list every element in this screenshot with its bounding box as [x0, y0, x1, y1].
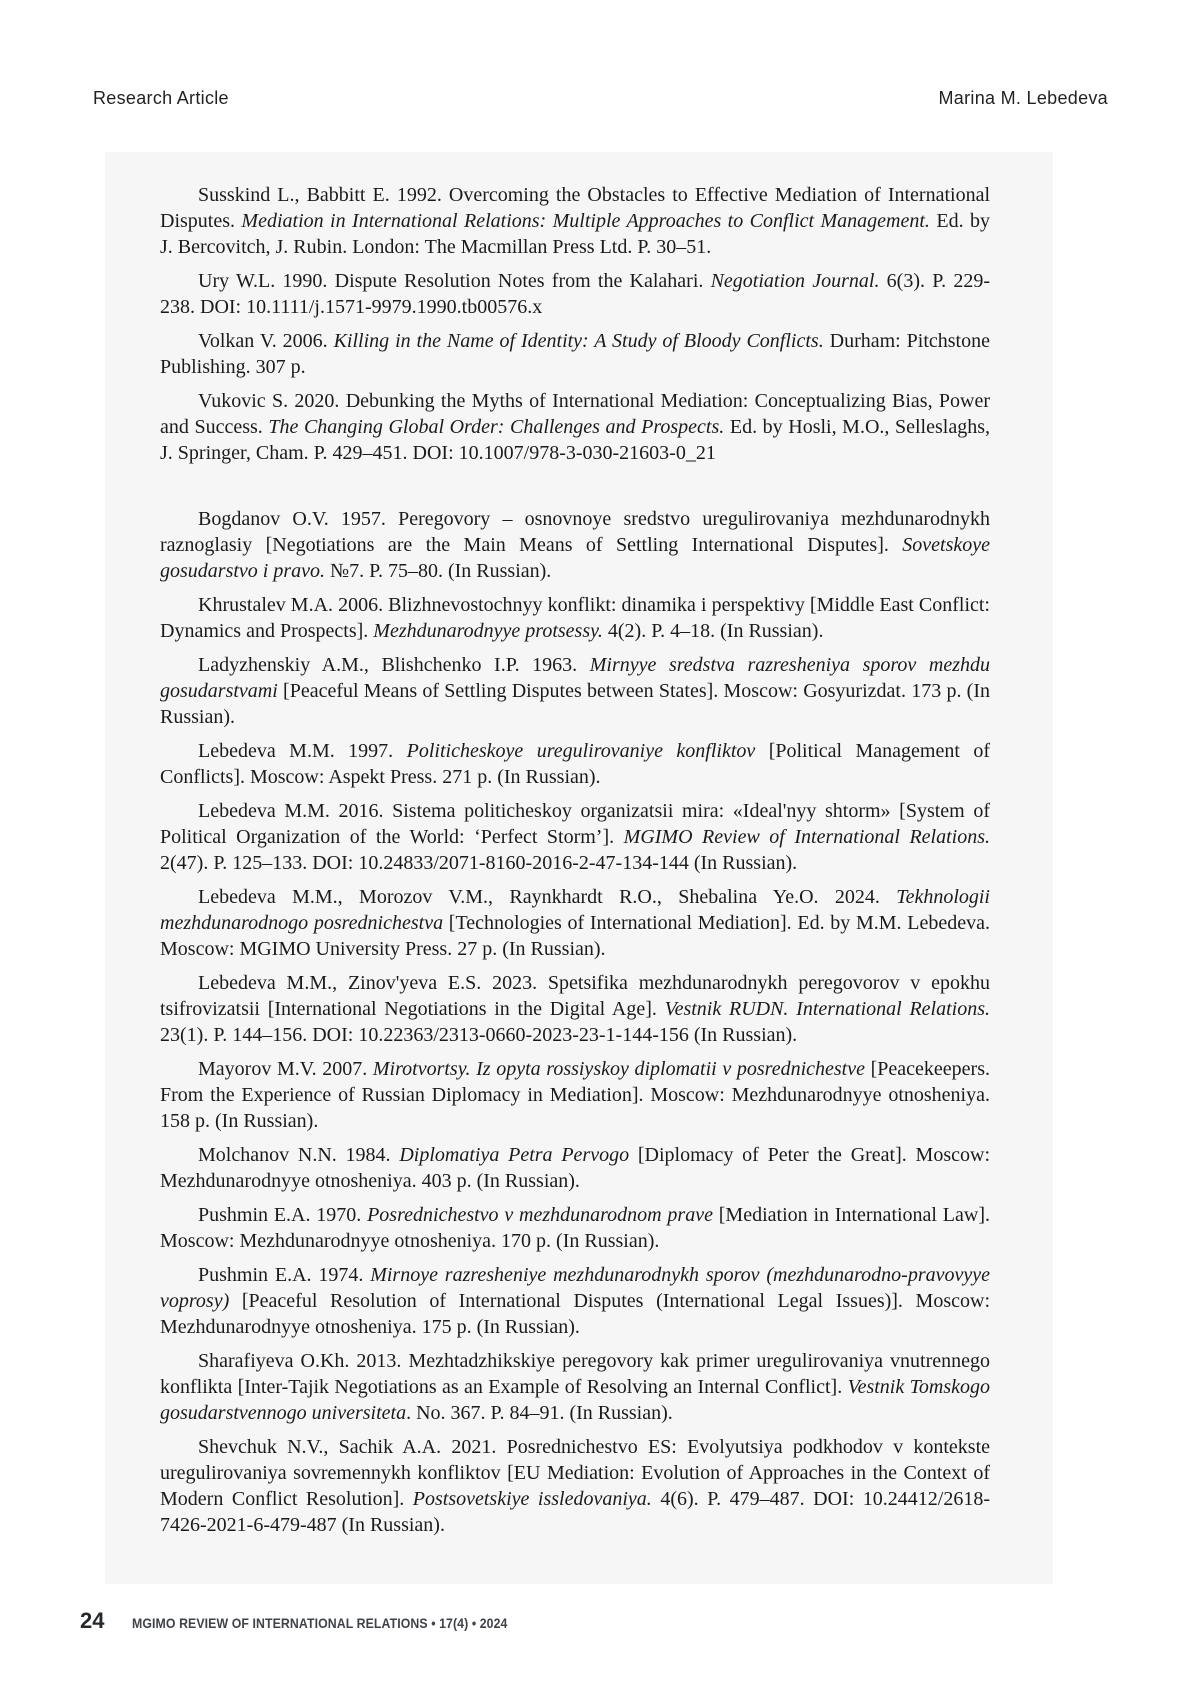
reference-entry	[160, 592, 990, 644]
reference-title-italic: Mezhdunarodnyye protsessy.	[373, 620, 603, 642]
reference-text: 23(1). P. 144–156. DOI: 10.22363/2313-0660-2023-23-1-144-156 (In Russian).	[160, 1024, 798, 1046]
reference-text: Volkan V. 2006.	[198, 330, 334, 352]
reference-title-italic: Killing in the Name of Identity: A Study of Bloody Conflicts.	[333, 330, 824, 352]
reference-text: Lebedeva M.M., Zinov'yeva E.S. 2023. Spetsifika mezhdunarodnykh peregovorov v epokhu tsifrovizatsii [International Negotiations in the Digital Age].	[160, 972, 990, 1020]
reference-text: [Diplomacy of Peter the Great]. Moscow: Mezhdunarodnyye otnosheniya. 403 p. (In Russian).	[160, 1144, 990, 1192]
reference-title-italic: Sovetskoye gosudarstvo i pravo.	[160, 534, 990, 582]
references-list	[160, 182, 990, 1538]
reference-text: 4(6). P. 479–487. DOI: 10.24412/2618-7426-2021-6-479-487 (In Russian).	[160, 1488, 990, 1536]
reference-title-italic: Mirnyye sredstva razresheniya sporov mezhdu gosudarstvami	[160, 654, 990, 702]
reference-text: Pushmin E.A. 1974.	[198, 1264, 371, 1286]
reference-text: 4(2). P. 4–18. (In Russian).	[602, 620, 824, 642]
article-type-label: Research Article	[93, 88, 229, 108]
reference-entry	[160, 388, 990, 466]
reference-entry	[160, 182, 990, 260]
reference-text: Lebedeva M.M., Morozov V.M., Raynkhardt R.O., Shebalina Ye.O. 2024.	[198, 886, 897, 908]
reference-text: Pushmin E.A. 1970.	[198, 1204, 368, 1226]
author-name: Marina M. Lebedeva	[938, 88, 1108, 108]
reference-text: Sharafiyeva O.Kh. 2013. Mezhtadzhikskiye peregovory kak primer uregulirovaniya vnutrennego konflikta [Inter-Tajik Negotiations as an Example of Resolving an Internal Conflict].	[160, 1350, 990, 1398]
reference-entry	[160, 1202, 990, 1254]
reference-text: [Mediation in International Law]. Moscow: Mezhdunarodnyye otnosheniya. 170 p. (In Russian).	[160, 1204, 990, 1252]
reference-title-italic: Mirnoye razresheniye mezhdunarodnykh sporov (mezhdunarodno-pravovyye voprosy)	[160, 1264, 990, 1312]
reference-text: Lebedeva M.M. 2016. Sistema politicheskoy organizatsii mira: «Ideal'nyy shtorm» [System of Political Organization of the World: ‘Perfect Storm’].	[160, 800, 990, 848]
reference-text: [Peaceful Means of Settling Disputes between States]. Moscow: Gosyurizdat. 173 p. (In Russian).	[160, 680, 990, 728]
reference-text: Khrustalev M.A. 2006. Blizhnevostochnyy konflikt: dinamika i perspektivy [Middle East Conflict: Dynamics and Prospects].	[160, 594, 990, 642]
reference-entry	[160, 652, 990, 730]
reference-entry	[160, 1142, 990, 1194]
reference-text: Ladyzhenskiy A.M., Blishchenko I.P. 1963.	[198, 654, 590, 676]
reference-title-italic: The Changing Global Order: Challenges and Prospects.	[268, 416, 725, 438]
reference-text: [Peaceful Resolution of International Disputes (International Legal Issues)]. Moscow: Mezhdunarodnyye otnosheniya. 175 p. (In Russian).	[160, 1290, 990, 1338]
reference-text: Durham: Pitchstone Publishing. 307 p.	[160, 330, 990, 378]
page-footer	[80, 1608, 559, 1634]
reference-text: Mayorov M.V. 2007.	[198, 1058, 373, 1080]
journal-info: MGIMO REVIEW OF INTERNATIONAL RELATIONS • 17(4) • 2024	[132, 1615, 508, 1631]
reference-title-italic: MGIMO Review of International Relations.	[623, 826, 991, 848]
section-break	[160, 474, 990, 506]
reference-title-italic: Tekhnologii mezhdunarodnogo posrednichestva	[160, 886, 990, 934]
reference-title-italic: Mediation in International Relations: Multiple Approaches to Conflict Management.	[241, 210, 930, 232]
reference-text: . No. 367. P. 84–91. (In Russian).	[406, 1402, 673, 1424]
reference-entry	[160, 1434, 990, 1538]
reference-text: Ury W.L. 1990. Dispute Resolution Notes from the Kalahari.	[198, 270, 711, 292]
reference-text: Shevchuk N.V., Sachik A.A. 2021. Posrednichestvo ES: Evolyutsiya podkhodov v kontekste uregulirovaniya sovremennykh konfliktov [EU Mediation: Evolution of Approaches in the Context of Modern Conflict Resolution].	[160, 1436, 990, 1510]
reference-title-italic: Mirotvortsy. Iz opyta rossiyskoy diplomatii v posrednichestve	[372, 1058, 865, 1080]
reference-title-italic: Postsovetskiye issledovaniya.	[412, 1488, 652, 1510]
reference-title-italic: Vestnik Tomskogo gosudarstvennogo universiteta	[160, 1376, 990, 1424]
reference-text: Bogdanov O.V. 1957. Peregovory – osnovnoye sredstvo uregulirovaniya mezhdunarodnykh raznoglasiy [Negotiations are the Main Means of Settling International Disputes].	[160, 508, 990, 556]
reference-entry	[160, 1262, 990, 1340]
reference-title-italic: Diplomatiya Petra Pervogo	[399, 1144, 630, 1166]
reference-text: Susskind L., Babbitt E. 1992. Overcoming the Obstacles to Effective Mediation of International Disputes.	[160, 184, 990, 232]
reference-text: №7. P. 75–80. (In Russian).	[325, 560, 552, 582]
reference-title-italic: Negotiation Journal.	[710, 270, 880, 292]
reference-title-italic: Vestnik RUDN. International Relations.	[664, 998, 990, 1020]
reference-text: 6(3). P. 229-238. DOI: 10.1111/j.1571-9979.1990.tb00576.x	[160, 270, 990, 318]
reference-entry	[160, 884, 990, 962]
reference-text: Molchanov N.N. 1984.	[198, 1144, 400, 1166]
running-head	[93, 88, 1108, 109]
reference-entry	[160, 506, 990, 584]
reference-text: [Political Management of Conflicts]. Moscow: Aspekt Press. 271 p. (In Russian).	[160, 740, 990, 788]
reference-text: Ed. by J. Bercovitch, J. Rubin. London: The Macmillan Press Ltd. P. 30–51.	[160, 210, 990, 258]
references-panel	[105, 152, 1053, 1584]
reference-entry	[160, 738, 990, 790]
reference-entry	[160, 1348, 990, 1426]
reference-entry	[160, 268, 990, 320]
reference-title-italic: Politicheskoye uregulirovaniye konfliktov	[406, 740, 756, 762]
reference-text: Vukovic S. 2020. Debunking the Myths of International Mediation: Conceptualizing Bias, Power and Success.	[160, 390, 990, 438]
reference-text: [Technologies of International Mediation]. Ed. by M.M. Lebedeva. Moscow: MGIMO University Press. 27 p. (In Russian).	[160, 912, 990, 960]
reference-text: Lebedeva M.M. 1997.	[198, 740, 407, 762]
page-number: 24	[80, 1608, 105, 1633]
reference-entry	[160, 970, 990, 1048]
reference-text: 2(47). P. 125–133. DOI: 10.24833/2071-8160-2016-2-47-134-144 (In Russian).	[160, 852, 798, 874]
reference-entry	[160, 798, 990, 876]
reference-entry	[160, 1056, 990, 1134]
reference-text: Ed. by Hosli, M.O., Selleslaghs, J. Springer, Cham. P. 429–451. DOI: 10.1007/978-3-030-21603-0_21	[160, 416, 990, 464]
reference-title-italic: Posrednichestvo v mezhdunarodnom prave	[367, 1204, 713, 1226]
reference-entry	[160, 328, 990, 380]
reference-text: [Peacekeepers. From the Experience of Russian Diplomacy in Mediation]. Moscow: Mezhdunarodnyye otnosheniya. 158 p. (In Russian).	[160, 1058, 990, 1132]
